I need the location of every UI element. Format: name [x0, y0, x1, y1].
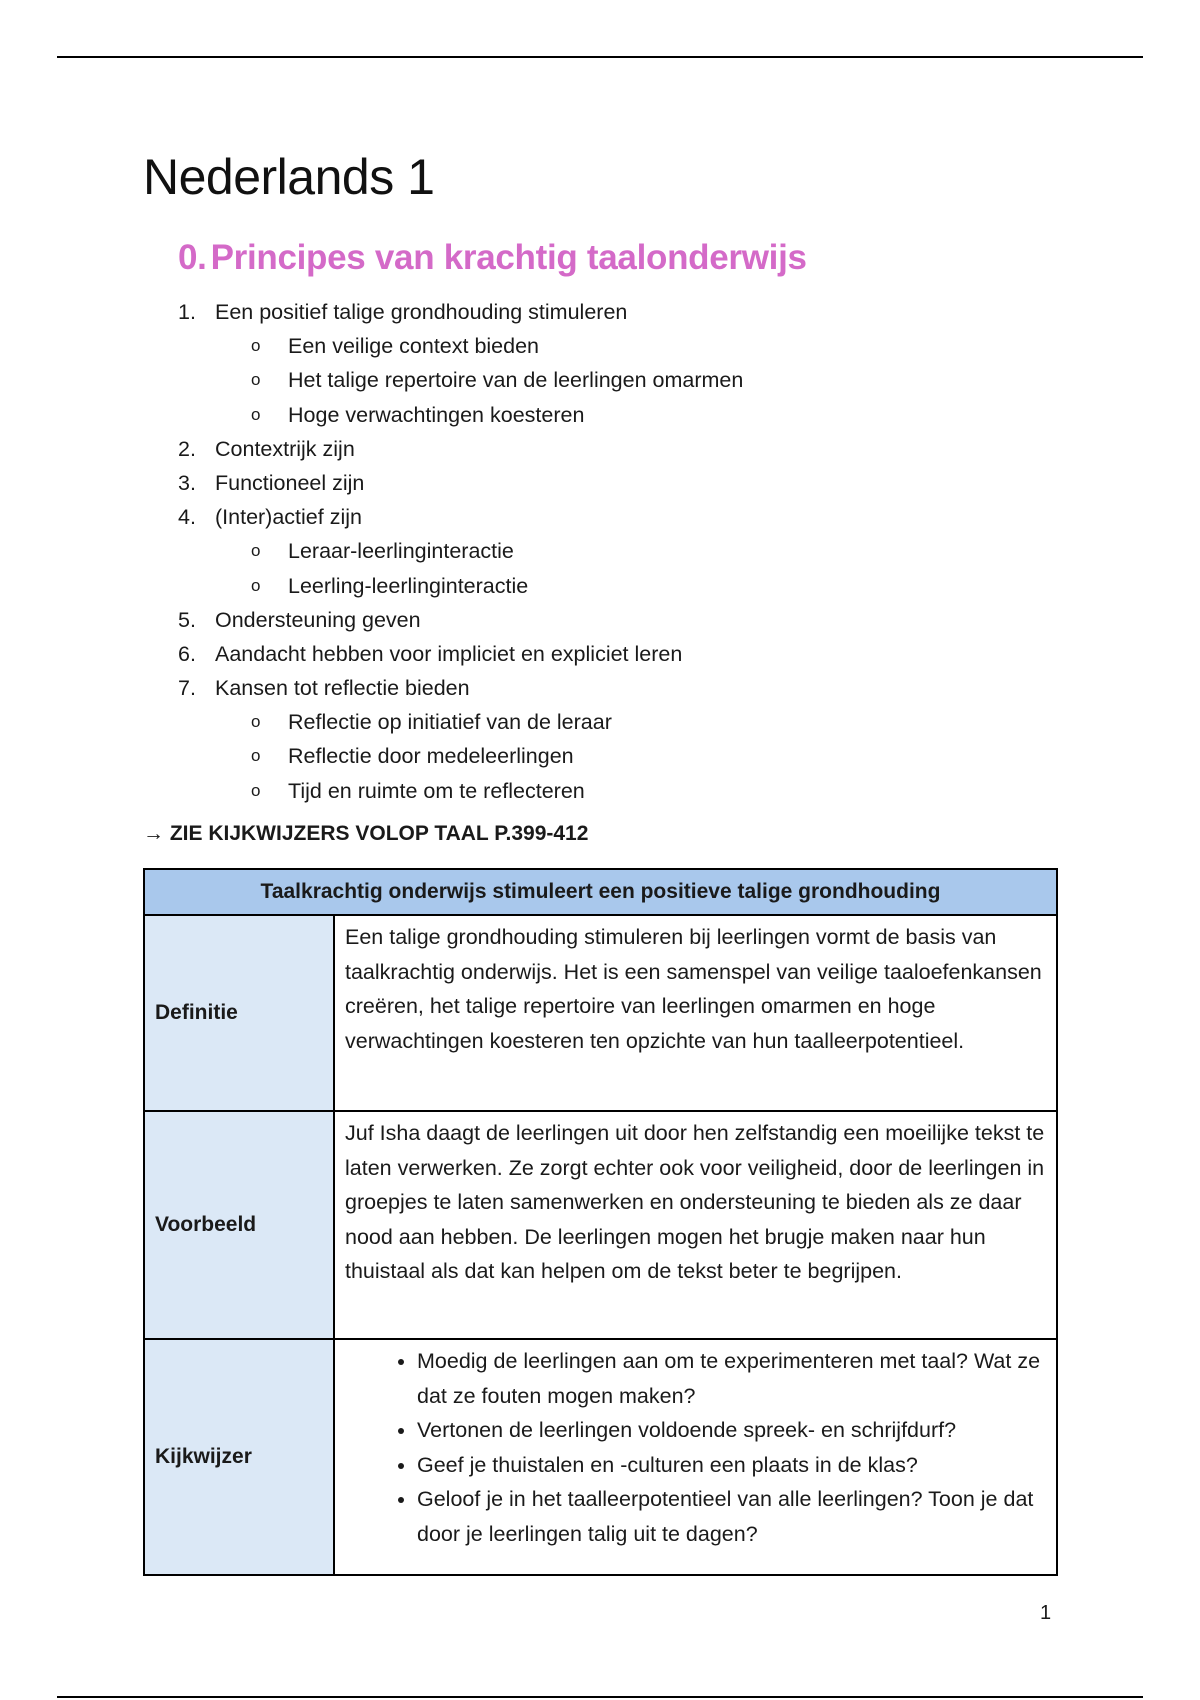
list-number: 1.	[178, 300, 196, 324]
list-item-text: Ondersteuning geven	[215, 607, 421, 632]
table-row-definitie	[144, 915, 1057, 1111]
table-header-row	[144, 869, 1057, 915]
circle-bullet-icon: o	[251, 370, 261, 390]
kijkwijzer-item: • Moedig de leerlingen aan om te experimenteren met taal? Wat ze dat ze fouten mogen maken?	[417, 1344, 1046, 1413]
list-item-text: Leraar-leerlinginteractie	[288, 539, 514, 564]
table-header: Taalkrachtig onderwijs stimuleert een positieve talige grondhouding	[144, 869, 1057, 915]
list-item-text: Functioneel zijn	[215, 470, 365, 495]
kijkwijzer-item: • Vertonen de leerlingen voldoende spreek- en schrijfdurf?	[417, 1413, 1046, 1448]
list-item	[178, 295, 1078, 329]
grondhouding-table	[143, 868, 1058, 1576]
list-item-text: Tijd en ruimte om te reflecteren	[288, 778, 585, 803]
sub-list-item	[178, 569, 1078, 603]
sub-list-item	[178, 739, 1078, 773]
sub-list-item	[178, 363, 1078, 397]
list-item	[178, 671, 1078, 705]
voorbeeld-text: Juf Isha daagt de leerlingen uit door hen zelfstandig een moeilijke tekst te laten verwerken. Ze zorgt echter ook voor veiligheid, door de leerlingen in groepjes te laten samenwerken en ondersteuning te bieden als ze daar nood aan hebben. De leerlingen mogen het brugje maken naar hun thuistaal als dat kan helpen om de tekst beter te begrijpen.	[334, 1111, 1057, 1339]
bottom-rule	[57, 1696, 1143, 1698]
section-heading	[178, 238, 807, 278]
list-item-text: Reflectie door medeleerlingen	[288, 744, 574, 769]
list-item-text: Contextrijk zijn	[215, 436, 355, 461]
page-number: 1	[1040, 1602, 1052, 1624]
principles-list	[178, 295, 1078, 808]
list-item-text: Hoge verwachtingen koesteren	[288, 402, 585, 427]
circle-bullet-icon: o	[251, 336, 261, 356]
top-rule	[57, 56, 1143, 58]
kijkwijzer-label: Kijkwijzer	[144, 1339, 334, 1575]
sub-list-item	[178, 534, 1078, 568]
list-item-text: Reflectie op initiatief van de leraar	[288, 710, 612, 735]
list-item-text: Een positief talige grondhouding stimuleren	[215, 300, 628, 324]
list-item	[178, 500, 1078, 534]
list-item-text: Aandacht hebben voor impliciet en expliciet leren	[215, 641, 683, 666]
kijkwijzer-cell	[334, 1339, 1057, 1575]
section-number: 0.	[178, 238, 207, 277]
kijkwijzers-callout: → ZIE KIJKWIJZERS VOLOP TAAL P.399-412	[143, 822, 589, 845]
section-heading-text: Principes van krachtig taalonderwijs	[210, 238, 807, 277]
circle-bullet-icon: o	[251, 575, 261, 595]
list-number: 7.	[178, 676, 196, 701]
list-number: 5.	[178, 607, 196, 632]
sub-list-item	[178, 774, 1078, 808]
sub-list-item	[178, 705, 1078, 739]
circle-bullet-icon: o	[251, 541, 261, 561]
kijkwijzer-list	[345, 1344, 1046, 1551]
sub-list-item	[178, 398, 1078, 432]
list-item	[178, 603, 1078, 637]
list-number: 2.	[178, 436, 196, 461]
circle-bullet-icon: o	[251, 404, 261, 424]
list-item	[178, 432, 1078, 466]
sub-list-item	[178, 329, 1078, 363]
list-item-text: Kansen tot reflectie bieden	[215, 676, 470, 701]
list-number: 6.	[178, 641, 196, 666]
definitie-label: Definitie	[144, 915, 334, 1111]
list-number: 3.	[178, 470, 196, 495]
circle-bullet-icon: o	[251, 746, 261, 766]
list-item	[178, 637, 1078, 671]
list-item-text: (Inter)actief zijn	[215, 505, 362, 530]
list-item	[178, 466, 1078, 500]
circle-bullet-icon: o	[251, 712, 261, 732]
table-row-voorbeeld	[144, 1111, 1057, 1339]
kijkwijzer-item: • Geef je thuistalen en -culturen een plaats in de klas?	[417, 1448, 1046, 1483]
list-item-text: Het talige repertoire van de leerlingen omarmen	[288, 368, 744, 393]
circle-bullet-icon: o	[251, 780, 261, 800]
list-item-text: Een veilige context bieden	[288, 334, 540, 359]
table-row-kijkwijzer	[144, 1339, 1057, 1575]
kijkwijzer-item: • Geloof je in het taalleerpotentieel van alle leerlingen? Toon je dat door je leerlingen talig uit te dagen?	[417, 1482, 1046, 1551]
definitie-text: Een talige grondhouding stimuleren bij leerlingen vormt de basis van taalkrachtig onderwijs. Het is een samenspel van veilige taaloefenkansen creëren, het talige repertoire van leerlingen omarmen en hoge verwachtingen koesteren ten opzichte van hun taalleerpotentieel.	[334, 915, 1057, 1111]
list-number: 4.	[178, 505, 196, 530]
list-item-text: Leerling-leerlinginteractie	[288, 573, 529, 598]
document-title: Nederlands 1	[143, 149, 435, 205]
voorbeeld-label: Voorbeeld	[144, 1111, 334, 1339]
